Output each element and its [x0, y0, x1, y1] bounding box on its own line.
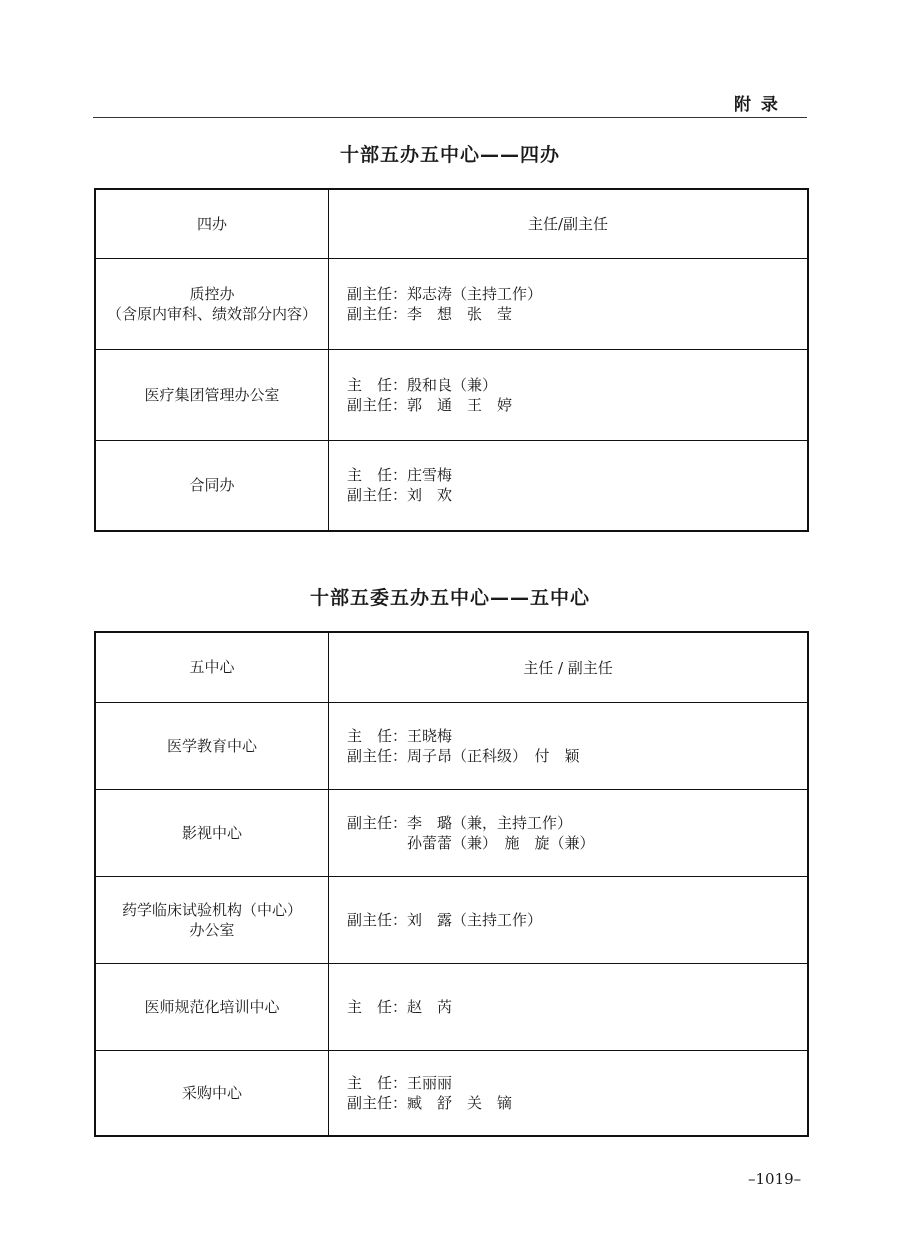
leader-line: 主 任：王晓梅 — [347, 726, 453, 745]
table-row — [95, 258, 808, 349]
offices-table — [94, 188, 809, 532]
dept-name: 合同办 — [189, 476, 235, 495]
leader-line: 主 任：赵 芮 — [347, 997, 453, 1016]
table-row — [95, 963, 808, 1050]
leader-line: 副主任：李 想 张 莹 — [347, 304, 513, 323]
column-header-dept: 五中心 — [95, 632, 329, 702]
leader-line: 主 任：庄雪梅 — [347, 466, 453, 485]
dept-note: （含原内审科、绩效部分内容） — [106, 304, 317, 323]
leader-line: 主 任：殷和良（兼） — [347, 375, 498, 394]
leaders-cell — [329, 258, 809, 349]
column-header-leaders: 主任/副主任 — [329, 189, 809, 258]
dept-name: 质控办 — [189, 284, 235, 303]
table-row — [95, 349, 808, 440]
leader-line: 副主任：刘 欢 — [347, 486, 453, 505]
table-row — [95, 1050, 808, 1136]
dept-name: 影视中心 — [181, 823, 242, 842]
table-row — [95, 440, 808, 531]
leader-line: 副主任：郭 通 王 婷 — [347, 395, 513, 414]
dept-cell — [95, 440, 329, 531]
leader-line: 副主任：周子昂（正科级） 付 颖 — [347, 746, 580, 765]
table-header-row — [95, 189, 808, 258]
dept-name: 医疗集团管理办公室 — [144, 385, 280, 404]
leader-line: 副主任：臧 舒 关 镝 — [347, 1093, 513, 1112]
dept-cell — [95, 702, 329, 789]
leaders-cell — [329, 702, 809, 789]
dept-name: 药学临床试验机构（中心） — [121, 900, 302, 919]
header-rule — [93, 117, 807, 118]
leader-line: 副主任：郑志涛（主持工作） — [347, 284, 543, 303]
leaders-cell — [329, 963, 809, 1050]
leaders-cell — [329, 440, 809, 531]
leaders-cell — [329, 876, 809, 963]
dept-cell — [95, 258, 329, 349]
running-header: 附 录 — [734, 95, 780, 115]
table-row — [95, 789, 808, 876]
section-title-centers: 十部五委五办五中心——五中心 — [309, 587, 590, 609]
dept-name-cont: 办公室 — [189, 920, 235, 939]
table-row — [95, 876, 808, 963]
dept-cell — [95, 963, 329, 1050]
dept-cell — [95, 349, 329, 440]
centers-table — [94, 631, 809, 1137]
table-header-row — [95, 632, 808, 702]
leaders-cell — [329, 349, 809, 440]
dept-cell — [95, 1050, 329, 1136]
leader-line: 主 任：王丽丽 — [347, 1073, 453, 1092]
leaders-cell — [329, 1050, 809, 1136]
leader-line: 副主任：李 璐（兼，主持工作） — [347, 813, 573, 832]
leaders-cell — [329, 789, 809, 876]
leader-line: 副主任：刘 露（主持工作） — [347, 910, 543, 929]
table-row — [95, 702, 808, 789]
dept-cell — [95, 876, 329, 963]
column-header-leaders: 主任 / 副主任 — [329, 632, 809, 702]
section-title-offices: 十部五办五中心——四办 — [339, 144, 560, 166]
column-header-dept: 四办 — [95, 189, 329, 258]
leader-line: 孙蕾蕾（兼） 施 旋（兼） — [347, 833, 595, 852]
dept-cell — [95, 789, 329, 876]
dept-name: 医师规范化培训中心 — [144, 997, 280, 1016]
dept-name: 医学教育中心 — [166, 736, 257, 755]
page-number: –1019– — [748, 1170, 802, 1188]
dept-name: 采购中心 — [181, 1083, 242, 1102]
